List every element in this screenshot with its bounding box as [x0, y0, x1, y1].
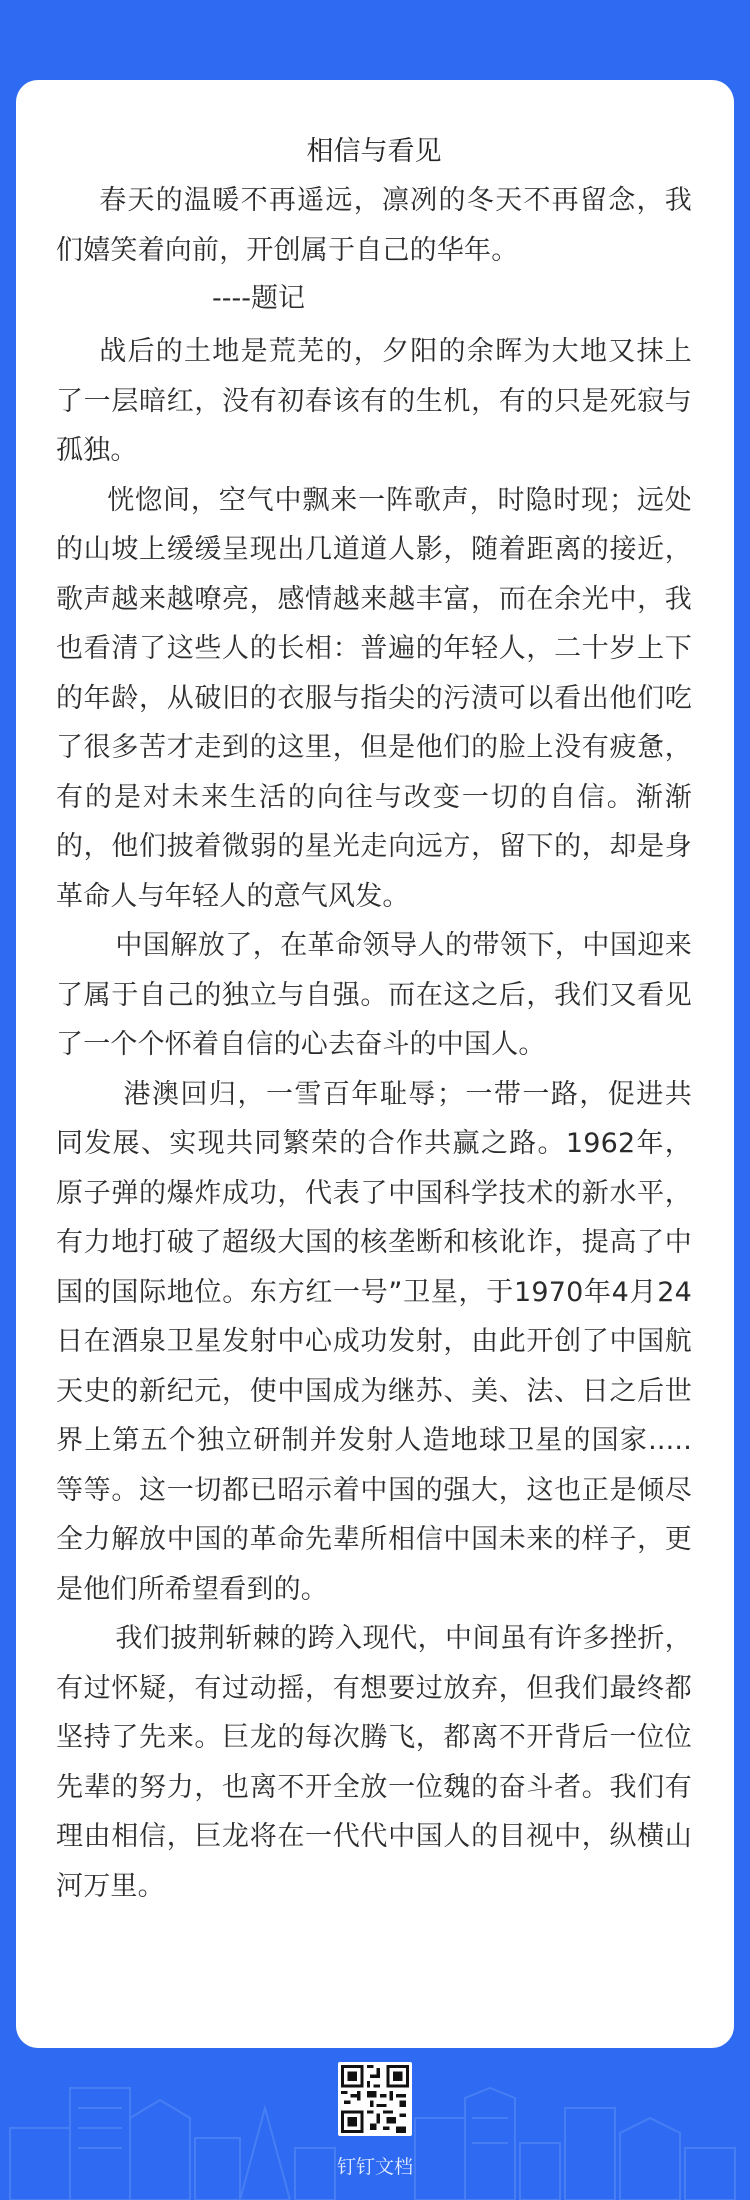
- paragraph-2: 恍惚间，空气中飘来一阵歌声，时隐时现；远处的山坡上缓缓呈现出几道道人影，随着距离的接近，歌声越来越嘹亮，感情越来越丰富，而在余光中，我也看清了这些人的长相：普遍的年轻人，二十岁上下的年龄，从破旧的衣服与指尖的污渍可以看出他们吃了很多苦才走到的这里，但是他们的脸上没有疲惫，有的是对未来生活的向往与改变一切的自信。渐渐的，他们披着微弱的星光走向远方，留下的，却是身革命人与年轻人的意气风发。: [56, 484, 692, 912]
- article-title: 相信与看见: [306, 136, 442, 167]
- paragraph-3: 中国解放了，在革命领导人的带领下，中国迎来了属于自己的独立与自强。而在这之后，我们又看见了一个个怀着自信的心去奋斗的中国人。: [56, 930, 692, 1060]
- paragraph-4: 港澳回归，一雪百年耻辱；一带一路，促进共同发展、实现共同繁荣的合作共赢之路。1962年，原子弹的爆炸成功，代表了中国科学技术的新水平，有力地打破了超级大国的核垄断和核讹诈，提高了中国的国际地位。东方红一号”卫星，于1970年4月24日在酒泉卫星发射中心成功发射，由此开创了中国航天史的新纪元，使中国成为继苏、美、法、日之后世界上第五个独立研制并发射人造地球卫星的国家.....等等。这一切都已昭示着中国的强大，这也正是倾尽全力解放中国的革命先辈所相信中国未来的样子，更是他们所希望看到的。: [56, 1078, 692, 1605]
- dingtalk-docs-brand: 钉钉文档: [336, 2156, 413, 2178]
- paragraph-1: 战后的土地是荒芜的，夕阳的余晖为大地又抹上了一层暗红，没有初春该有的生机，有的只是死寂与孤独。: [56, 336, 692, 466]
- epigraph-attribution: ----题记: [212, 283, 305, 314]
- qr-code-icon[interactable]: [338, 2062, 412, 2136]
- paragraph-5: 我们披荆斩棘的跨入现代，中间虽有许多挫折，有过怀疑，有过动摇，有想要过放弃，但我们最终都坚持了先来。巨龙的每次腾飞，都离不开背后一位位先辈的努力，也离不开全放一位魏的奋斗者。我们有理由相信，巨龙将在一代代中国人的目视中，纵横山河万里。: [56, 1623, 692, 1902]
- document-card: [16, 80, 734, 2048]
- epigraph: 春天的温暖不再遥远，凛冽的冬天不再留念，我们嬉笑着向前，开创属于自己的华年。: [56, 185, 692, 266]
- footer: [0, 2048, 750, 2200]
